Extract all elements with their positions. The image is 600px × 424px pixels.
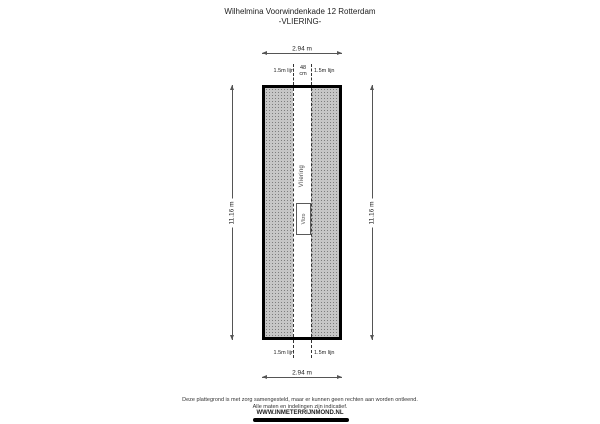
dimension-height-right: 11.16 m [369, 198, 376, 227]
footer-disclaimer-line1: Deze plattegrond is met zorg samengesteld, maar er kunnen geen rechten aan worden ontleend. [182, 397, 418, 403]
dashed-extension-top-left [293, 64, 294, 85]
page-title-floor: -VLIERING- [278, 17, 322, 26]
room-label: Vliering [299, 164, 305, 188]
annotation-top-left-lijn: 1.5m lijn [273, 68, 294, 74]
page-title-address: Wilhelmina Voorwindenkade 12 Rotterdam [224, 7, 376, 16]
dimension-width-top: 2.94 m [289, 46, 315, 53]
annotation-top-right-lijn: 1.5m lijn [314, 68, 335, 74]
dimension-line-left [228, 85, 236, 340]
dashed-extension-bottom-right [311, 340, 312, 358]
arrow-up-icon [230, 85, 234, 90]
footer-disclaimer-line2: Alle maten en indelingen zijn indicatief. [252, 404, 348, 410]
arrow-left-icon [262, 51, 267, 55]
center-width-value: 48 [299, 65, 307, 71]
footer-website: WWW.INMETERRIJNMOND.NL [256, 410, 344, 416]
arrow-left-icon [262, 375, 267, 379]
dimension-width-bottom: 2.94 m [289, 370, 315, 377]
footer-rule [253, 418, 349, 422]
arrow-right-icon [337, 375, 342, 379]
dashed-extension-top-right [311, 64, 312, 85]
arrow-right-icon [337, 51, 342, 55]
dimension-line-top [262, 45, 342, 54]
headroom-line-left [293, 88, 294, 337]
headroom-line-right [311, 88, 312, 337]
annotation-bottom-left-lijn: 1.5m lijn [273, 350, 294, 356]
low-headroom-hatch-left [265, 88, 293, 337]
loft-hatch [296, 203, 311, 235]
dimension-line-right [368, 85, 376, 340]
dimension-height-left: 11.16 m [229, 198, 236, 227]
arrow-down-icon [370, 335, 374, 340]
annotation-center-width [296, 65, 310, 77]
annotation-bottom-right-lijn: 1.5m lijn [314, 350, 335, 356]
center-width-unit: cm [299, 71, 307, 77]
dimension-line-bottom [262, 369, 342, 378]
dashed-extension-bottom-left [293, 340, 294, 358]
loft-hatch-label: Vlizo [300, 213, 307, 225]
floorplan-outline [262, 85, 342, 340]
low-headroom-hatch-right [311, 88, 339, 337]
arrow-down-icon [230, 335, 234, 340]
arrow-up-icon [370, 85, 374, 90]
